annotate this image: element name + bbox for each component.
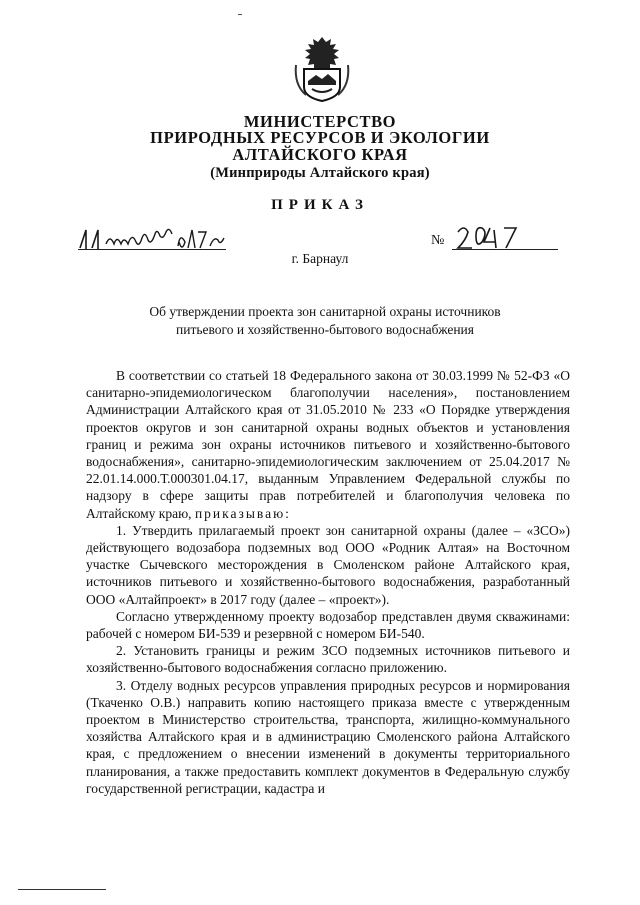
page-mark — [238, 14, 242, 15]
order-colon: : — [285, 505, 289, 521]
item-1-note-paragraph: Согласно утвержденному проекту водозабор представлен двумя скважинами: рабочей с номером БИ-539 и резервной с номером БИ-540. — [86, 608, 570, 642]
subject-line2: питьевого и хозяйственно-бытового водоснабжения — [176, 322, 474, 337]
handwritten-number-signature — [454, 222, 526, 252]
number-underline — [452, 249, 558, 250]
item-2-paragraph: 2. Установить границы и режим ЗСО подземных источников питьевого и хозяйственно-бытового водоснабжения согласно приложению. — [86, 643, 570, 676]
subject-line1: Об утверждении проекта зон санитарной охраны источников — [149, 304, 501, 319]
preamble-paragraph — [86, 367, 570, 522]
ministry-name-line1: МИНИСТЕРСТВО — [243, 112, 397, 131]
preamble-text: В соответствии со статьей 18 Федерального закона от 30.03.1999 № 52-ФЗ «О санитарно-эпидемиологическом благополучии населения», постановлением Администрации Алтайского края от 31.05.2010 № 233 «О Порядке утверждения проектов округов и зон санитарной охраны водных объектов и установления границ и режима зон охраны источников питьевого и хозяйственно-бытового водоснабжения», санитарно-эпидемиологическим заключением от 25.04.2017 № 22.01.14.000.Т.000301.04.17, выданным Управлением Федеральной службы по надзору в сфере защиты прав потребителей и благополучия человека по Алтайскому краю, — [86, 368, 570, 521]
city-name: г. Барнаул — [291, 251, 349, 266]
order-subject — [130, 303, 520, 339]
ministry-short-name: (Минприроды Алтайского края) — [210, 165, 430, 181]
document-type-heading: ПРИКАЗ — [271, 197, 369, 213]
order-word: приказываю — [194, 505, 286, 521]
item-3-paragraph: 3. Отделу водных ресурсов управления природных ресурсов и нормирования (Ткаченко О.В.) направить копию настоящего приказа вместе с утвержденным проектом в Министерство строительства, транспорта, жилищно-коммунального хозяйства Алтайского края и в администрацию Смоленского района Алтайского края, с предложением о внесении изменений в документы территориального планирования, а также предоставить комплект документов в Федеральную службу государственной регистрации, кадастра и — [86, 677, 570, 796]
item-1-paragraph: 1. Утвердить прилагаемый проект зон санитарной охраны (далее – «ЗСО») действующего водозабора подземных вод ООО «Родник Алтая» на Восточном участке Сычевского месторождения в Смоленском районе Алтайского края, источников питьевого и хозяйственно-бытового водоснабжения, разработанный ООО «Алтайпроект» в 2017 году (далее – «проект»). — [86, 522, 570, 607]
ministry-name-line3: АЛТАЙСКОГО КРАЯ — [232, 145, 408, 164]
number-label: № — [431, 233, 445, 248]
order-body — [86, 367, 570, 797]
ministry-name-line2: ПРИРОДНЫХ РЕСУРСОВ И ЭКОЛОГИИ — [150, 128, 490, 147]
date-underline — [78, 249, 226, 250]
coat-of-arms-emblem — [292, 35, 352, 103]
footer-rule — [18, 889, 106, 890]
